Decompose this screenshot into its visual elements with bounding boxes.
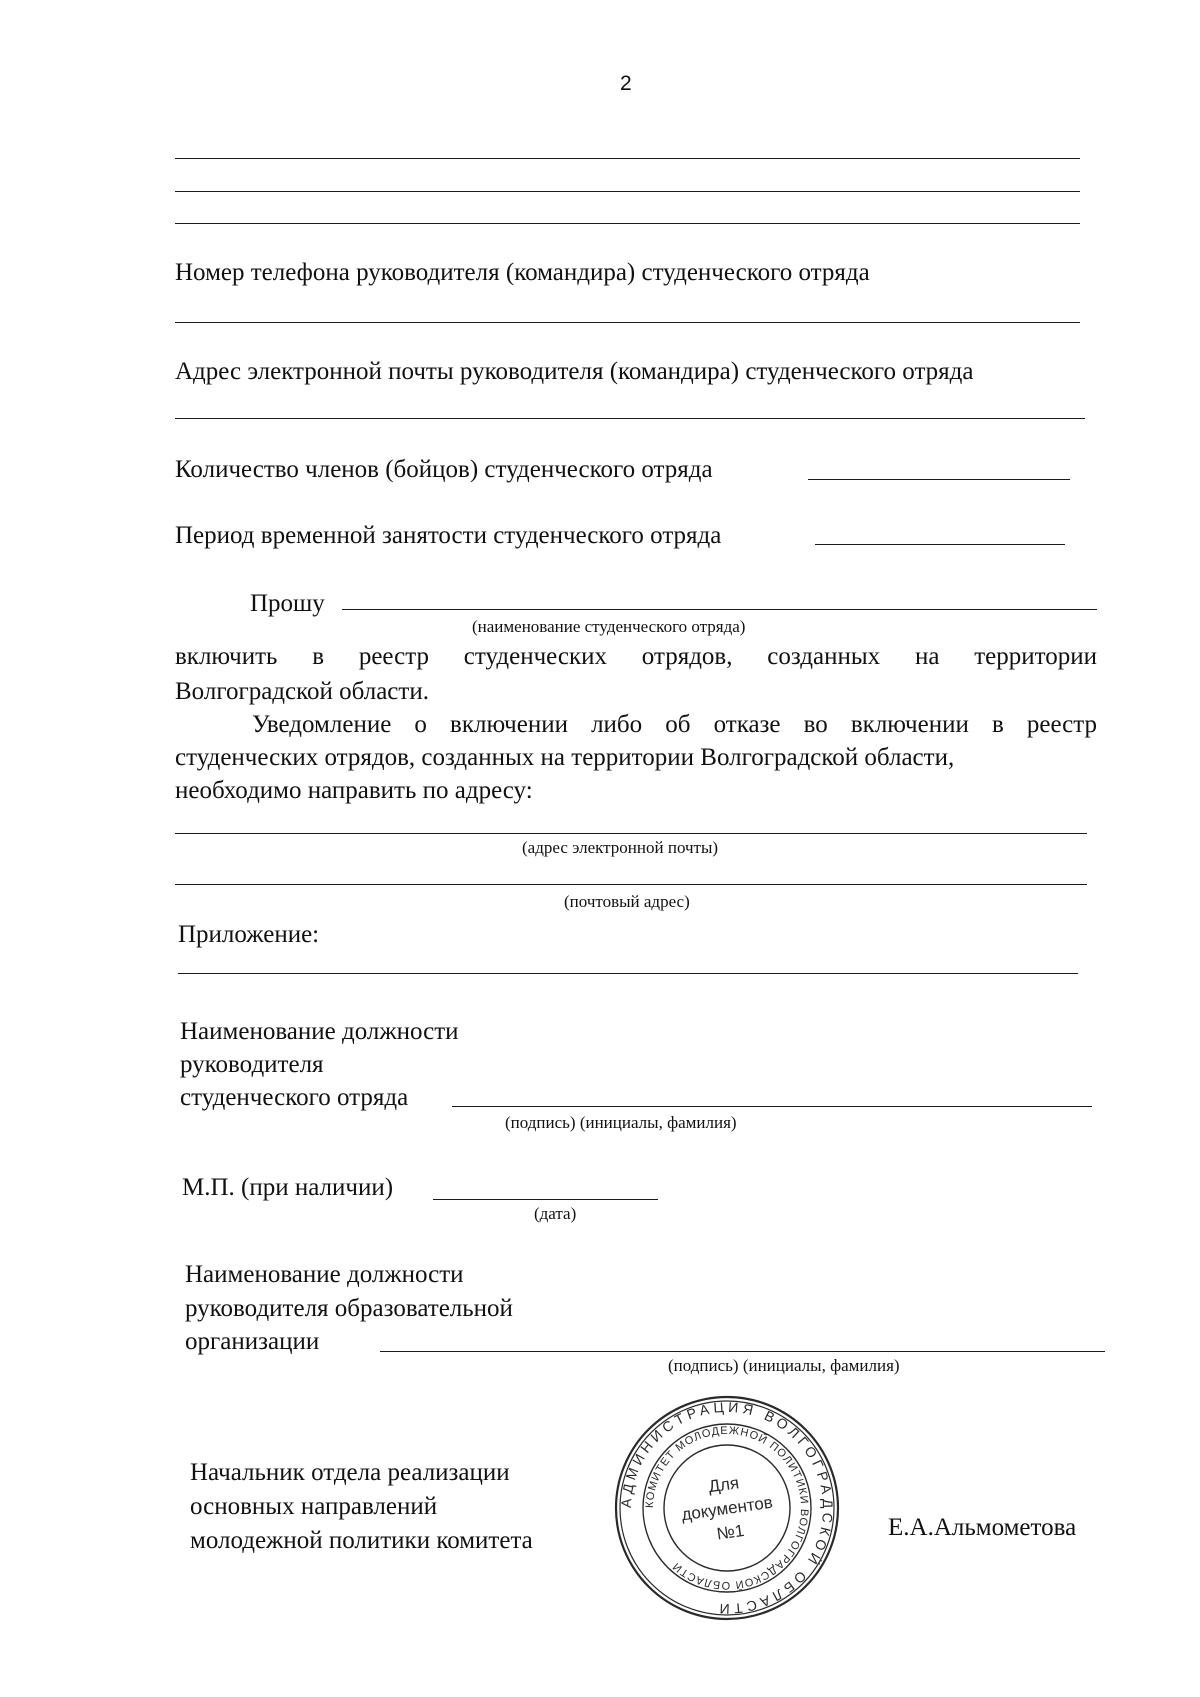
- squad-name-line: [342, 609, 1097, 610]
- request-line-2: Волгоградской области.: [175, 678, 429, 705]
- appendix-line: [178, 973, 1078, 974]
- leader-position-line-2: руководителя: [180, 1051, 324, 1078]
- leader-signature-caption: (подпись) (инициалы, фамилия): [505, 1113, 737, 1132]
- leader-position-line-3: студенческого отряда: [180, 1084, 409, 1111]
- request-line-1: включить в реестр студенческих отрядов, созданных на территории: [175, 643, 1097, 670]
- request-prefix: Прошу: [250, 590, 325, 617]
- address-postal-caption: (почтовый адрес): [564, 892, 690, 911]
- members-field-line: [808, 479, 1070, 480]
- email-label: Адрес электронной почты руководителя (командира) студенческого отряда: [175, 358, 974, 385]
- notice-line-3: необходимо направить по адресу:: [175, 777, 533, 804]
- period-label: Период временной занятости студенческого отряда: [175, 522, 722, 549]
- leader-signature-line: [452, 1106, 1092, 1107]
- page-number: 2: [620, 72, 632, 95]
- phone-label: Номер телефона руководителя (командира) студенческого отряда: [175, 259, 870, 286]
- seal-label: М.П. (при наличии): [182, 1174, 394, 1201]
- appendix-label: Приложение:: [178, 921, 320, 948]
- stamp-center-line-2: документов: [680, 1492, 774, 1525]
- stamp-inner-ring-text: КОМИТЕТ МОЛОДЕЖНОЙ ПОЛИТИКИ ВОЛГОГРАДСКОЙ ОБЛАСТИ: [643, 1424, 811, 1592]
- address-postal-line: [175, 884, 1087, 885]
- leader-position-line-1: Наименование должности: [180, 1018, 459, 1045]
- stamp-center-line-1: Для: [707, 1473, 741, 1497]
- squad-name-caption: (наименование студенческого отряда): [472, 617, 746, 636]
- org-signature-caption: (подпись) (инициалы, фамилия): [668, 1356, 900, 1375]
- address-email-caption: (адрес электронной почты): [522, 838, 719, 857]
- blank-line: [175, 223, 1080, 224]
- stamp-center-line-3: №1: [715, 1520, 746, 1544]
- notice-line-1: Уведомление о включении либо об отказе во включении в реестр: [252, 711, 1097, 738]
- org-signature-line: [380, 1351, 1105, 1352]
- org-position-line-3: организации: [185, 1328, 320, 1355]
- members-label: Количество членов (бойцов) студенческого отряда: [175, 456, 713, 483]
- date-line: [433, 1199, 658, 1200]
- period-field-line: [815, 544, 1065, 545]
- footer-position-line-1: Начальник отдела реализации: [190, 1459, 510, 1486]
- address-email-line: [175, 833, 1087, 834]
- official-stamp: [612, 1393, 842, 1623]
- org-position-line-2: руководителя образовательной: [185, 1295, 513, 1322]
- org-position-line-1: Наименование должности: [185, 1261, 464, 1288]
- footer-position-line-2: основных направлений: [190, 1493, 438, 1520]
- blank-line: [175, 158, 1080, 159]
- footer-position-line-3: молодежной политики комитета: [190, 1527, 533, 1554]
- date-caption: (дата): [534, 1204, 577, 1223]
- notice-line-2: студенческих отрядов, созданных на территории Волгоградской области,: [175, 744, 955, 771]
- stamp-outer-ring-text: АДМИНИСТРАЦИЯ ВОЛГОГРАДСКОЙ ОБЛАСТИ: [617, 1398, 837, 1618]
- phone-field-line: [175, 322, 1080, 323]
- email-field-line: [175, 418, 1085, 419]
- footer-signatory: Е.А.Альмометова: [888, 1514, 1077, 1541]
- blank-line: [175, 191, 1080, 192]
